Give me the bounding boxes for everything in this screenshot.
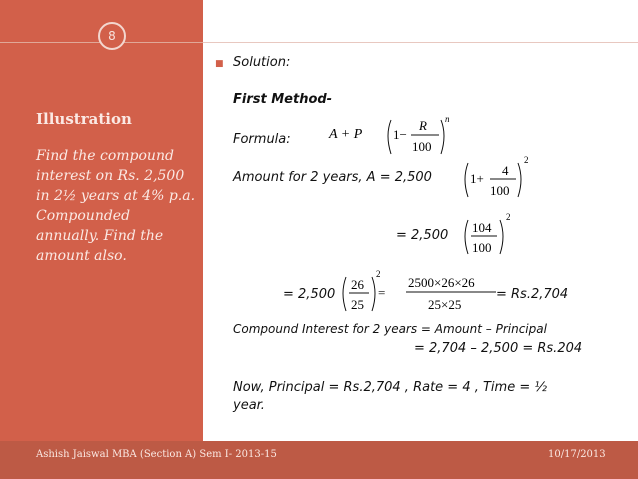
svg-text:4: 4: [502, 163, 509, 178]
formula-label: Formula:: [233, 132, 291, 147]
formula-den: 100: [412, 139, 432, 154]
ci-label: Compound Interest for 2 years = Amount – Principal: [233, 322, 547, 336]
footer-date: 10/17/2013: [548, 449, 606, 460]
amount-fraction: [460, 153, 540, 203]
now-line-1: Now, Principal = Rs.2,704 , Rate = 4 , Time = ½: [233, 380, 547, 395]
bullet-icon: ■: [215, 59, 224, 69]
svg-text:2500×26×26: 2500×26×26: [408, 275, 475, 290]
eq-2500-line-2: = 2,500: [283, 287, 336, 302]
ci-calculation: = 2,704 – 2,500 = Rs.204: [414, 341, 583, 356]
illustration-body: Find the compound interest on Rs. 2,500 in 2½ years at 4% p.a. Compounded annually. Find the amount also.: [36, 148, 196, 264]
svg-text:26: 26: [351, 277, 364, 292]
first-method-heading: First Method-: [233, 92, 333, 107]
svg-text:100: 100: [472, 240, 492, 255]
slide-number-badge: 8: [98, 22, 126, 50]
header-divider: [0, 42, 638, 43]
svg-text:2: 2: [376, 269, 381, 279]
eq-2500-line: = 2,500: [396, 228, 449, 243]
svg-text:=: =: [378, 285, 386, 300]
footer-bar: [0, 441, 638, 479]
now-line-2: year.: [233, 398, 265, 413]
svg-text:25: 25: [351, 297, 364, 312]
result-2704: = Rs.2,704: [496, 287, 569, 302]
svg-text:100: 100: [490, 183, 510, 198]
svg-text:2: 2: [524, 155, 529, 165]
formula-expression: [325, 108, 455, 160]
svg-text:25×25: 25×25: [428, 297, 462, 312]
solution-label: Solution:: [233, 55, 291, 70]
svg-text:1+: 1+: [470, 171, 484, 186]
formula-expr: A + P: [329, 127, 363, 142]
svg-text:104: 104: [472, 220, 492, 235]
formula-num: R: [419, 118, 427, 133]
footer-author: Ashish Jaiswal MBA (Section A) Sem I- 2013-15: [36, 449, 277, 460]
fraction-104: [460, 210, 520, 260]
illustration-title: Illustration: [36, 110, 132, 128]
amount-line: Amount for 2 years, A = 2,500: [233, 170, 432, 185]
svg-text:2: 2: [506, 212, 511, 222]
formula-one: 1−: [393, 127, 407, 142]
formula-exp: n: [445, 114, 450, 124]
